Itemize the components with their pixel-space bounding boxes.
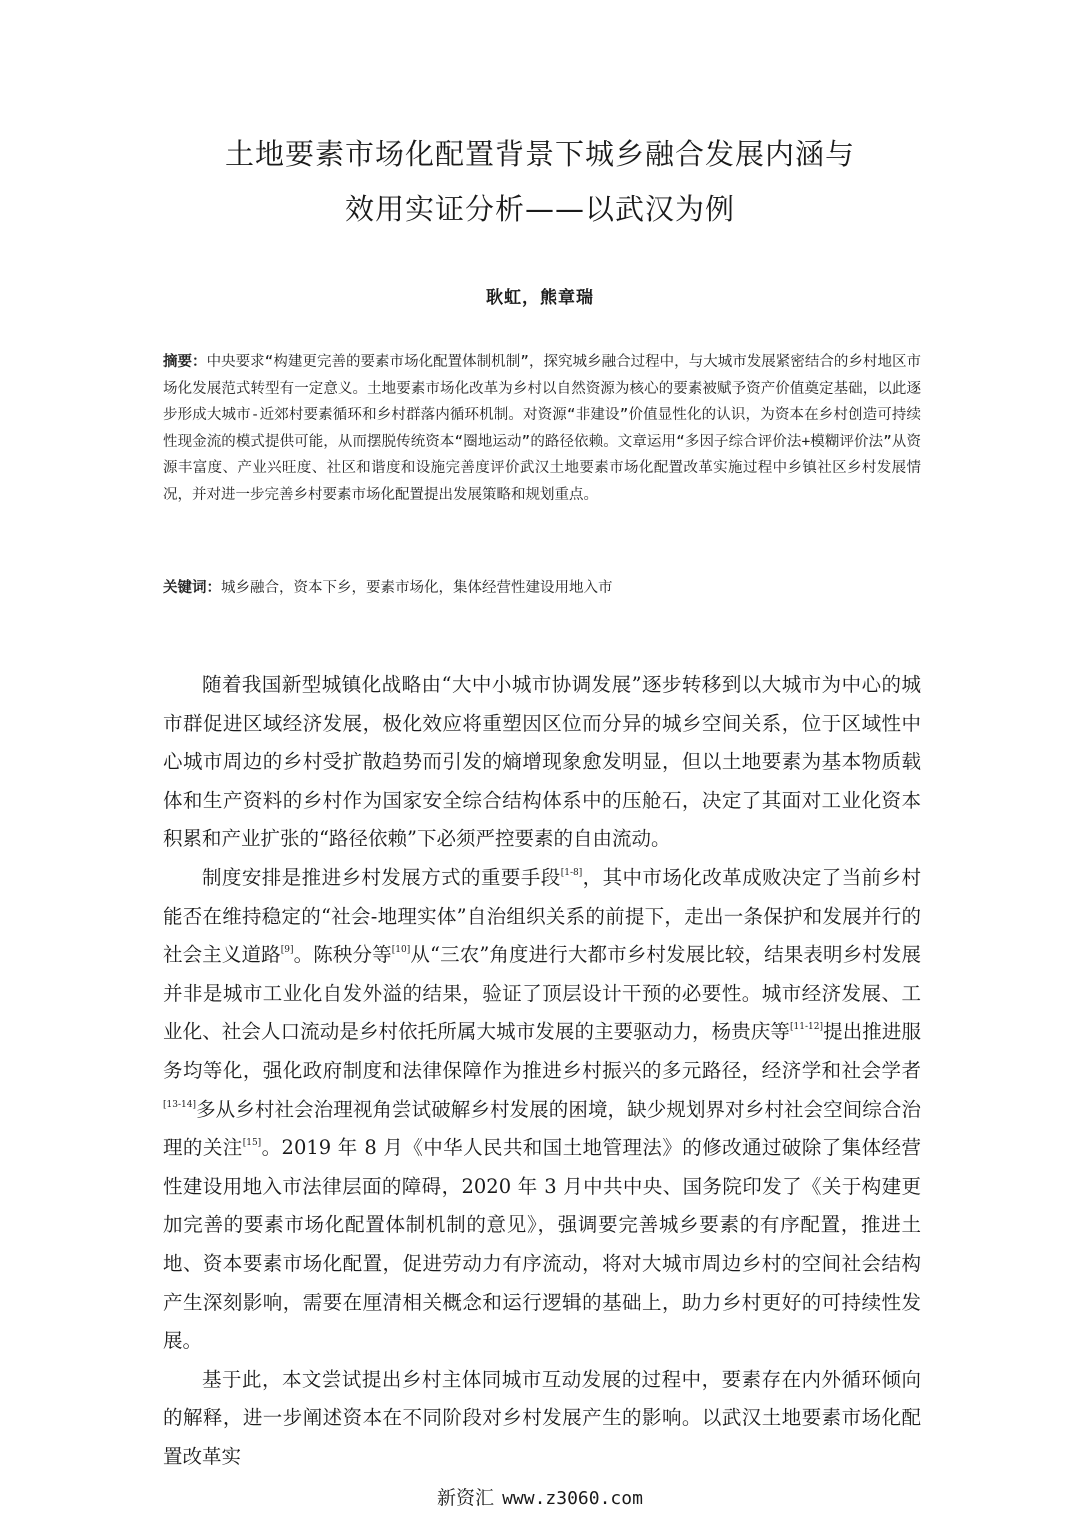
footer-watermark (0, 1483, 1080, 1510)
text-segment: 从“三农”角度进行大都市乡村发展比较，结果表明乡村发展并非是城市工业化自发外溢的结果，验证了顶层设计干预的必要性。城市经济发展、工业化、社会人口流动是乡村依托所属大城市发展的主要驱动力，杨贵庆等 (163, 943, 921, 1044)
text-segment: 多从乡村社会治理视角尝试破解乡村发展的困境，缺少规划界对乡村社会空间综合治理的关注 (163, 1097, 921, 1160)
citation-ref: [1-8] (560, 867, 583, 878)
citation-ref: [10] (391, 945, 411, 956)
citation-ref: [15] (242, 1138, 262, 1149)
body-paragraph-2 (163, 859, 921, 1361)
text-segment: 。2019 年 8 月《中华人民共和国土地管理法》的修改通过破除了集体经营性建设用地入市法律层面的障碍，2020 年 3 月中共中央、国务院印发了《关于构建更加完善的要素市场化配置体制机制的意见》，强调要完善城乡要素的有序配置，推进土地、资本要素市场化配置，促进劳动力有序流动，将对大城市周边乡村的空间社会结构产生深刻影响，需要在厘清相关概念和运行逻辑的基础上，助力乡村更好的可持续性发展。 (163, 1136, 921, 1353)
text-segment: 制度安排是推进乡村发展方式的重要手段 (202, 865, 561, 889)
body-paragraph-1: 随着我国新型城镇化战略由“大中小城市协调发展”逐步转移到以大城市为中心的城市群促进区域经济发展，极化效应将重塑因区位而分异的城乡空间关系，位于区域性中心城市周边的乡村受扩散趋势而引发的熵增现象愈发明显，但以土地要素为基本物质载体和生产资料的乡村作为国家安全综合结构体系中的压舱石，决定了其面对工业化资本积累和产业扩张的“路径依赖”下必须严控要素的自由流动。 (163, 673, 921, 851)
text-segment: 提出推进服务均等化，强化政府制度和法律保障作为推进乡村振兴的多元路径，经济学和社会学者 (163, 1020, 921, 1082)
abstract (163, 349, 921, 509)
body-paragraph-3: 基于此，本文尝试提出乡村主体同城市互动发展的过程中，要素存在内外循环倾向的解释，进一步阐述资本在不同阶段对乡村发展产生的影响。以武汉土地要素市场化配置改革实 (163, 1367, 921, 1468)
keywords-text: 城乡融合，资本下乡，要素市场化，集体经营性建设用地入市 (221, 580, 613, 596)
footer-site-name: 新资汇 (437, 1487, 495, 1509)
abstract-label: 摘要： (163, 354, 207, 370)
paper-title-line-2: 效用实证分析——以武汉为例 (344, 192, 735, 226)
keywords-label: 关键词： (163, 580, 221, 596)
citation-ref: [11-12] (790, 1022, 823, 1033)
footer-url: www.z3060.com (502, 1488, 643, 1509)
citation-ref: [13-14] (163, 1099, 196, 1110)
keywords (163, 575, 921, 601)
body-text (163, 666, 921, 1476)
authors: 耿虹，熊章瑞 (486, 288, 594, 308)
text-segment: ，其中市场化改革成败决定了当前乡村能否在维持稳定的“社会-地理实体”自治组织关系的前提下，走出一条保护和发展并行的社会主义道路 (163, 865, 921, 967)
paper-title-line-1: 土地要素市场化配置背景下城乡融合发展内涵与 (224, 137, 855, 171)
text-segment: 。陈秧分等 (293, 943, 392, 967)
abstract-text: 中央要求“构建更完善的要素市场化配置体制机制”，探究城乡融合过程中，与大城市发展紧密结合的乡村地区市场化发展范式转型有一定意义。土地要素市场化改革为乡村以自然资源为核心的要素被赋予资产价值奠定基础，以此逐步形成大城市-近郊村要素循环和乡村群落内循环机制。对资源“非建设”价值显性化的认识，为资本在乡村创造可持续性现金流的模式提供可能，从而摆脱传统资本“圈地运动”的路径依赖。文章运用“多因子综合评价法+模糊评价法”从资源丰富度、产业兴旺度、社区和谐度和设施完善度评价武汉土地要素市场化配置改革实施过程中乡镇社区乡村发展情况，并对进一步完善乡村要素市场化配置提出发展策略和规划重点。 (163, 354, 921, 503)
citation-ref: [9] (280, 945, 294, 956)
